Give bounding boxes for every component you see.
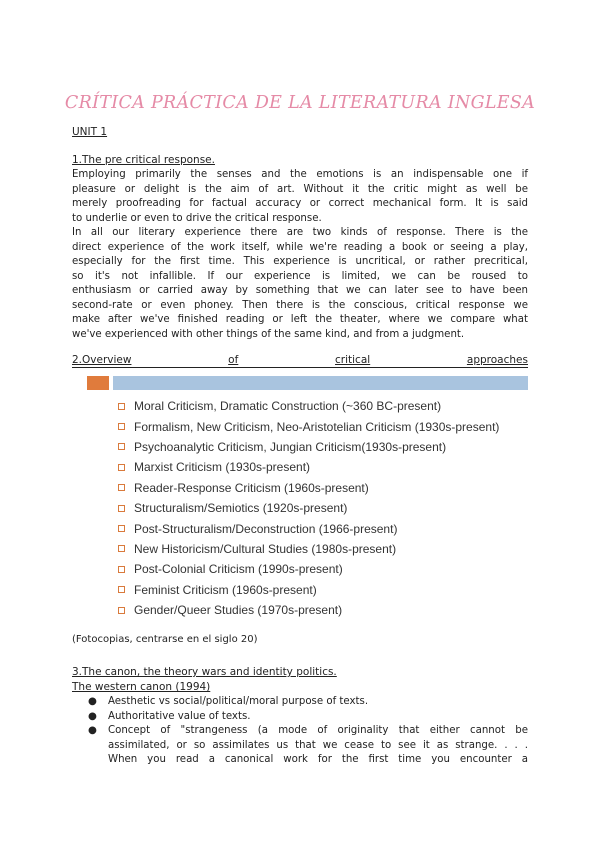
text-line: When you read a canonical work for the first time you encounter a — [108, 754, 528, 765]
list-item: Marxist Criticism (1930s-present) — [118, 457, 499, 477]
section1-paragraph1 — [72, 168, 528, 226]
canon-bullet-list — [88, 695, 528, 768]
square-bullet-icon — [118, 464, 125, 471]
text-line: direct experience of the work itself, while we're reading a book or seeing a play, — [72, 241, 528, 253]
section1-paragraph2 — [72, 226, 528, 342]
bullet-dot-icon: ● — [88, 696, 97, 707]
text-line: Employing primarily the senses and the emotions is an indispensable one if — [72, 169, 528, 180]
square-bullet-icon — [118, 403, 125, 410]
list-item — [88, 695, 528, 710]
photocopy-note: (Fotocopias, centrarse en el siglo 20) — [72, 634, 258, 645]
list-item: Reader-Response Criticism (1960s-present) — [118, 478, 499, 498]
list-item: Post-Colonial Criticism (1990s-present) — [118, 559, 499, 579]
unit-label: UNIT 1 — [72, 126, 108, 138]
list-item: Feminist Criticism (1960s-present) — [118, 580, 499, 600]
list-item: Post-Structuralism/Deconstruction (1966-present) — [118, 518, 499, 538]
list-item: Structuralism/Semiotics (1920s-present) — [118, 498, 499, 518]
section3-heading: 3.The canon, the theory wars and identity politics. — [72, 666, 337, 678]
section1-heading: 1.The pre critical response. — [72, 154, 215, 166]
text-line: to underlie or even to drive the critical response. — [72, 212, 322, 224]
square-bullet-icon — [118, 525, 125, 532]
text-line: second-rate or even phoney. Then there is the conscious, critical response we — [72, 299, 528, 311]
list-item: New Historicism/Cultural Studies (1980s-present) — [118, 539, 499, 559]
text-line: merely proofreading for factual accuracy or correct mechanical form. It is said — [72, 198, 528, 209]
text-line: Authoritative value of texts. — [108, 710, 251, 722]
heading-word: critical — [335, 354, 371, 366]
text-line: In all our literary experience there are two kinds of response. There is the — [72, 227, 528, 238]
slide-header-bar — [113, 376, 528, 390]
square-bullet-icon — [118, 443, 125, 450]
bullet-dot-icon: ● — [88, 725, 97, 736]
text-line: we've experienced with other things of the same kind, and from a judgment. — [72, 328, 465, 340]
list-item — [88, 724, 528, 768]
text-line: Aesthetic vs social/political/moral purpose of texts. — [108, 696, 369, 707]
bullet-dot-icon: ● — [88, 710, 97, 722]
text-line: enthusiasm or carried away by something that we can later see to have been — [72, 285, 528, 296]
text-line: Concept of "strangeness (a mode of originality that either cannot be — [108, 725, 528, 736]
text-line: make after we've finished reading or left the theater, where we compare what — [72, 314, 528, 325]
square-bullet-icon — [118, 545, 125, 552]
text-line: so it's not infallible. If our experience is limited, we can be roused to — [72, 270, 528, 282]
slide-accent-bar — [87, 376, 109, 390]
list-item: Formalism, New Criticism, Neo-Aristotelian Criticism (1930s-present) — [118, 416, 499, 436]
heading-word: 2.Overview — [72, 354, 132, 366]
list-item: Gender/Queer Studies (1970s-present) — [118, 600, 499, 620]
text-line: assimilated, or so assimilates us that we cease to see it as strange. . . . — [108, 739, 528, 751]
section2-heading — [72, 354, 528, 368]
square-bullet-icon — [118, 607, 125, 614]
square-bullet-icon — [118, 566, 125, 573]
square-bullet-icon — [118, 423, 125, 430]
square-bullet-icon — [118, 484, 125, 491]
list-item: Moral Criticism, Dramatic Construction (~360 BC-present) — [118, 396, 499, 416]
square-bullet-icon — [118, 505, 125, 512]
section3-subheading: The western canon (1994) — [72, 681, 211, 693]
heading-word: approaches — [466, 354, 528, 366]
list-item — [88, 710, 528, 725]
text-line: pleasure or delight is the aim of art. Without it the critic might as well be — [72, 183, 528, 195]
square-bullet-icon — [118, 586, 125, 593]
approaches-list — [118, 396, 499, 620]
heading-word: of — [228, 354, 239, 366]
list-item: Psychoanalytic Criticism, Jungian Criticism(1930s-present) — [118, 437, 499, 457]
text-line: especially for the first time. This experience is uncritical, or rather precritical, — [72, 256, 528, 267]
page-title: CRÍTICA PRÁCTICA DE LA LITERATURA INGLESA — [64, 93, 536, 113]
